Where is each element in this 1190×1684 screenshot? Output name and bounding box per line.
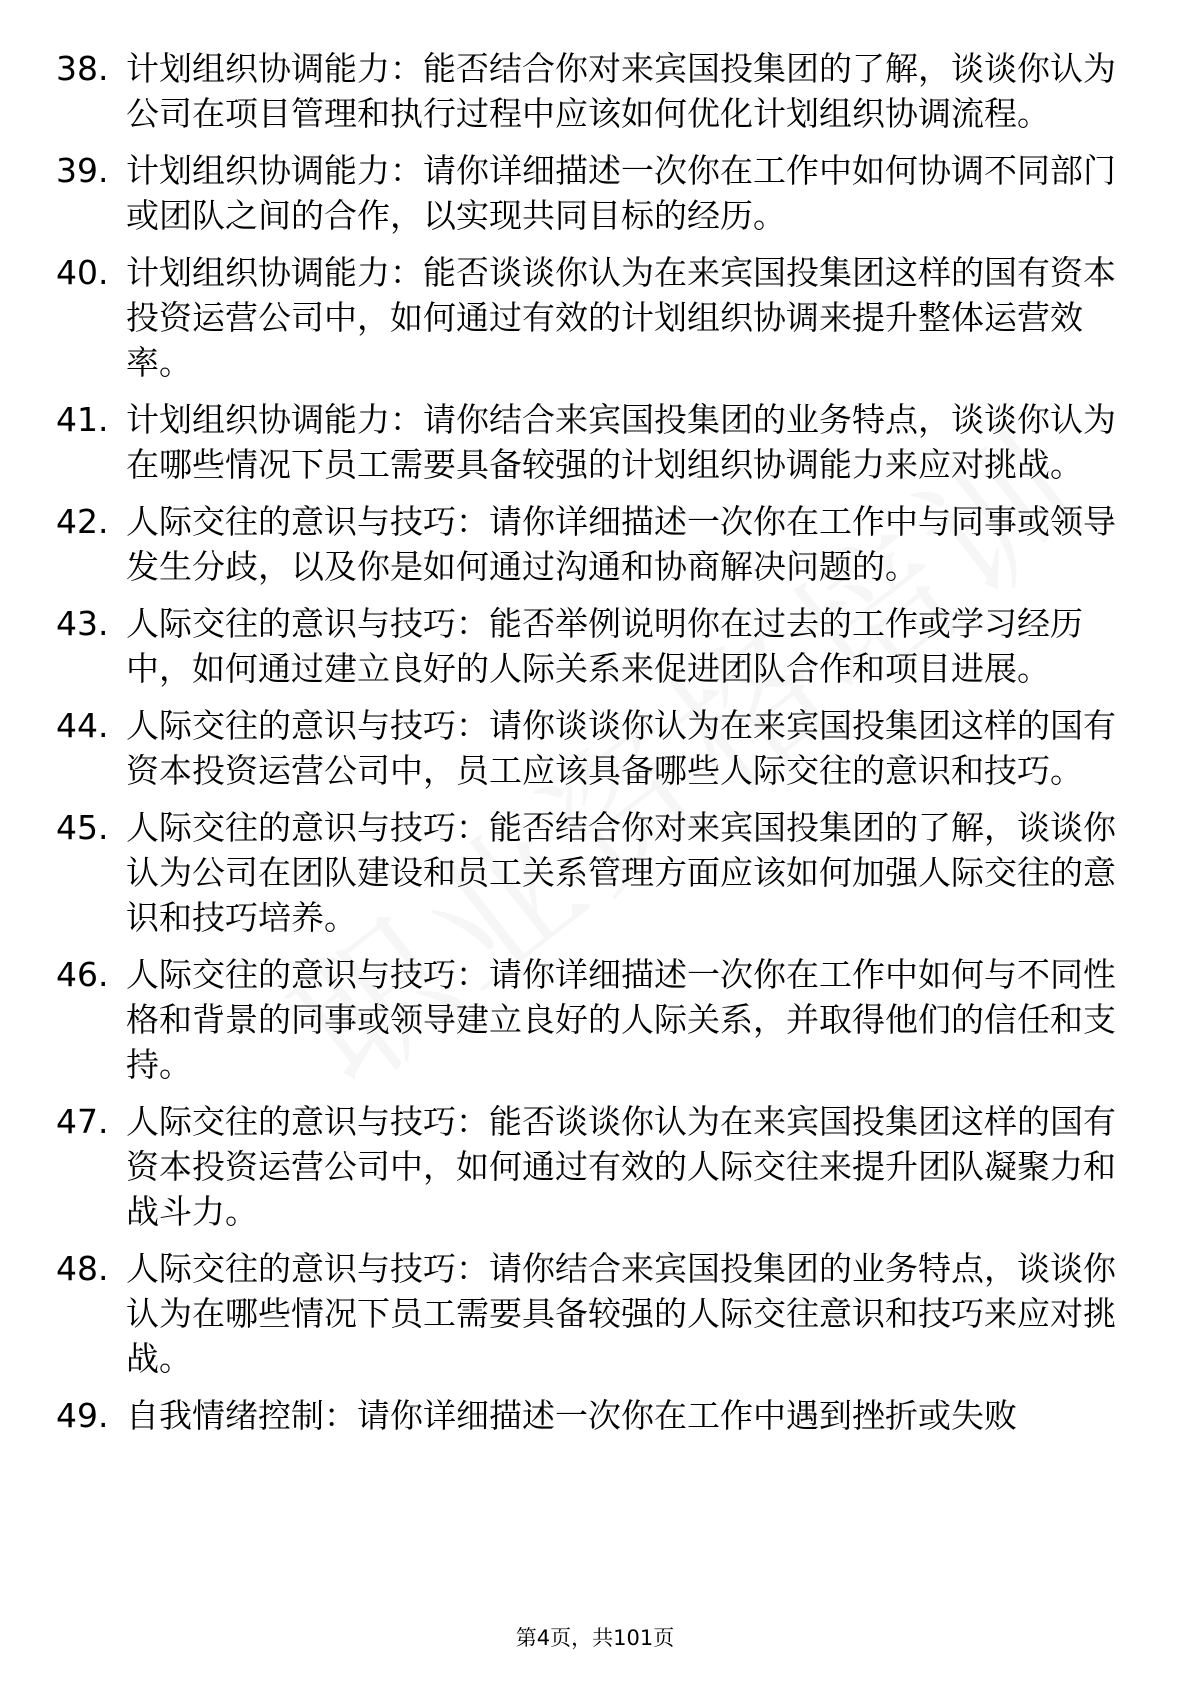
- question-text: 人际交往的意识与技巧：请你详细描述一次你在工作中如何与不同性格和背景的同事或领导建立良好的人际关系，并取得他们的信任和支持。: [126, 955, 1116, 1084]
- question-text: 人际交往的意识与技巧：能否结合你对来宾国投集团的了解，谈谈你认为公司在团队建设和员工关系管理方面应该如何加强人际交往的意识和技巧培养。: [126, 808, 1116, 937]
- question-text: 计划组织协调能力：请你结合来宾国投集团的业务特点，谈谈你认为在哪些情况下员工需要具备较强的计划组织协调能力来应对挑战。: [126, 400, 1116, 484]
- question-number: 43.: [56, 604, 109, 643]
- question-number: 41.: [56, 400, 109, 439]
- question-text: 人际交往的意识与技巧：请你详细描述一次你在工作中与同事或领导发生分歧，以及你是如何通过沟通和协商解决问题的。: [126, 502, 1116, 586]
- question-item: [56, 397, 1116, 487]
- question-number: 47.: [56, 1102, 109, 1141]
- question-number: 48.: [56, 1249, 109, 1288]
- question-number: 39.: [56, 151, 109, 190]
- question-number: 42.: [56, 502, 109, 541]
- question-text: 计划组织协调能力：能否结合你对来宾国投集团的了解，谈谈你认为公司在项目管理和执行过程中应该如何优化计划组织协调流程。: [126, 49, 1116, 133]
- question-text: 自我情绪控制：请你详细描述一次你在工作中遇到挫折或失败: [126, 1396, 1017, 1435]
- question-text: 计划组织协调能力：能否谈谈你认为在来宾国投集团这样的国有资本投资运营公司中，如何通过有效的计划组织协调来提升整体运营效率。: [126, 253, 1116, 382]
- question-item: [56, 805, 1116, 940]
- question-text: 人际交往的意识与技巧：能否举例说明你在过去的工作或学习经历中，如何通过建立良好的人际关系来促进团队合作和项目进展。: [126, 604, 1083, 688]
- question-text: 人际交往的意识与技巧：请你结合来宾国投集团的业务特点，谈谈你认为在哪些情况下员工需要具备较强的人际交往意识和技巧来应对挑战。: [126, 1249, 1116, 1378]
- page-footer: 第4页，共101页: [515, 1626, 675, 1650]
- question-number: 46.: [56, 955, 109, 994]
- question-item: [56, 250, 1116, 385]
- question-number: 45.: [56, 808, 109, 847]
- question-number: 44.: [56, 706, 109, 745]
- question-item: [56, 601, 1116, 691]
- question-text: 人际交往的意识与技巧：请你谈谈你认为在来宾国投集团这样的国有资本投资运营公司中，员工应该具备哪些人际交往的意识和技巧。: [126, 706, 1116, 790]
- question-number: 40.: [56, 253, 109, 292]
- question-text: 计划组织协调能力：请你详细描述一次你在工作中如何协调不同部门或团队之间的合作，以实现共同目标的经历。: [126, 151, 1116, 235]
- question-item: [56, 46, 1116, 136]
- question-item: [56, 703, 1116, 793]
- question-item: [56, 1246, 1116, 1381]
- question-number: 49.: [56, 1396, 109, 1435]
- question-item: [56, 1099, 1116, 1234]
- question-item: [56, 1393, 1116, 1438]
- question-text: 人际交往的意识与技巧：能否谈谈你认为在来宾国投集团这样的国有资本投资运营公司中，如何通过有效的人际交往来提升团队凝聚力和战斗力。: [126, 1102, 1116, 1231]
- question-item: [56, 499, 1116, 589]
- question-number: 38.: [56, 49, 109, 88]
- question-item: [56, 148, 1116, 238]
- question-list: [56, 46, 1116, 1450]
- question-item: [56, 952, 1116, 1087]
